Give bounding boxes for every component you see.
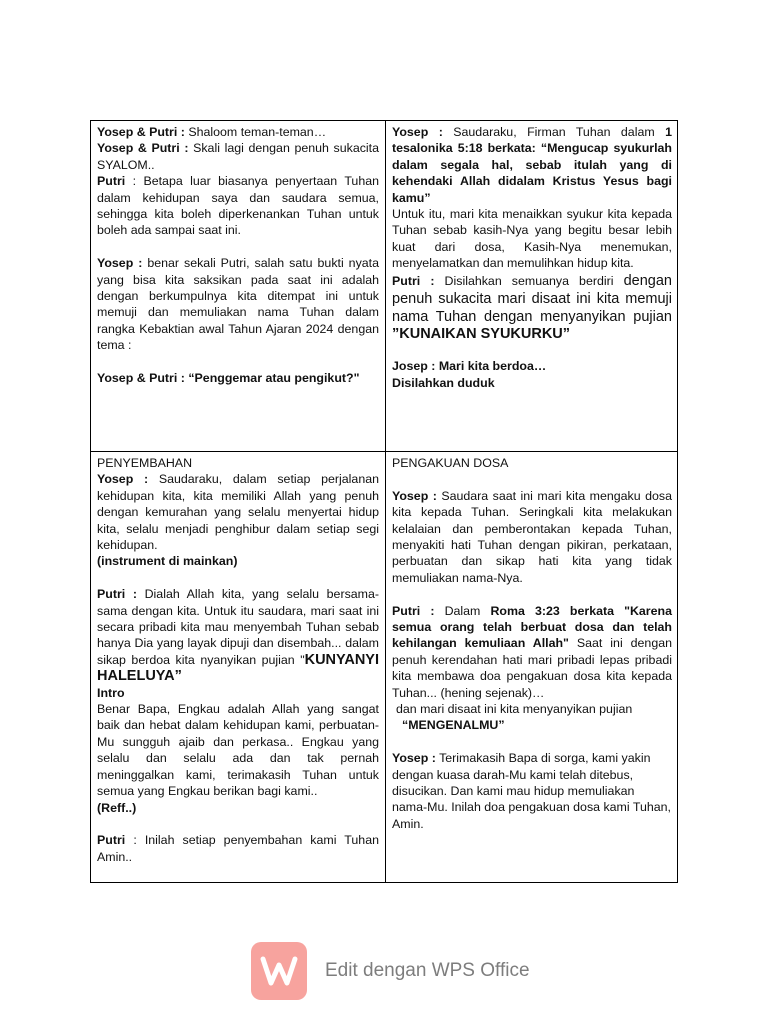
- speaker-label: Putri :: [392, 273, 435, 288]
- cell-confession: [385, 451, 678, 882]
- dialogue-text: Shaloom teman-teman…: [188, 125, 327, 139]
- paragraph: [97, 586, 379, 684]
- stage-direction: (Reff..): [97, 800, 137, 815]
- dialogue-text: Terimakasih Bapa di sorga, kami yakin dengan kuasa darah-Mu kami telah ditebus, disucikan. Dan kami mau hidup memuliakan nama-Mu. Inilah doa pengakuan dosa kami Tuhan, Amin.: [392, 751, 671, 831]
- paragraph: [392, 750, 672, 832]
- speaker-label: Yosep & Putri :: [97, 371, 185, 386]
- dialogue-text: Saudaraku, Firman Tuhan dalam: [453, 125, 655, 139]
- bible-verse: Roma 3:23 berkata "Karena semua orang telah berbuat dosa dan telah kehilangan kemuliaan Allah": [392, 603, 672, 651]
- section-heading: PENYEMBAHAN: [97, 456, 193, 470]
- paragraph: [392, 124, 672, 206]
- paragraph: [97, 832, 379, 865]
- paragraph: [97, 140, 379, 173]
- speaker-label: Yosep :: [97, 472, 149, 487]
- dialogue-text: : Betapa luar biasanya penyertaan Tuhan dalam kehidupan saya dan saudara semua, sehingga kita boleh diperkenankan Tuhan untuk boleh ada sampai saat ini.: [97, 174, 379, 238]
- paragraph: [97, 173, 379, 239]
- dialogue-text: Disilahkan semuanya berdiri: [444, 273, 614, 288]
- speaker-label: Putri :: [97, 587, 137, 602]
- song-title: ”KUNAIKAN SYUKURKU”: [392, 325, 571, 342]
- wps-edit-label[interactable]: Edit dengan WPS Office: [325, 960, 530, 981]
- bible-verse: 1 tesalonika 5:18 berkata: “Mengucap syukurlah dalam segala hal, sebab itulah yang di kehendaki Allah didalam Kristus Yesus bagi kamu”: [392, 125, 673, 205]
- dialogue-text: Skali lagi dengan penuh sukacita SYALOM..: [97, 141, 380, 172]
- speaker-label: Yosep & Putri :: [97, 125, 185, 139]
- dialogue-text: Dialah Allah kita, yang selalu bersama-sama dengan kita. Untuk itu saudara, mari saat ini secara pribadi kita mau menyembah Tuhan sebab hanya Dia yang layak dipuji dan disembah... dalam sikap berdoa kita nyanyikan pujian ": [97, 587, 379, 667]
- stage-direction: (instrument di mainkan): [97, 554, 238, 569]
- prayer-line: Josep : Mari kita berdoa…: [392, 359, 547, 374]
- cell-opening: [91, 121, 385, 451]
- wps-edit-banner[interactable]: [251, 942, 530, 1000]
- cell-worship: [91, 451, 385, 882]
- paragraph: [97, 255, 379, 353]
- song-title: “MENGENALMU”: [402, 718, 505, 733]
- song-title: KUNYANYI HALELUYA”: [97, 651, 379, 685]
- speaker-label: Yosep :: [392, 751, 436, 766]
- stage-direction: Intro: [97, 685, 125, 700]
- speaker-label: Yosep :: [392, 488, 437, 503]
- cell-thanksgiving: [385, 121, 678, 451]
- dialogue-text: benar sekali Putri, salah satu bukti nyata yang bisa kita saksikan pada saat ini adalah dengan berkumpulnya kita ditempat ini untuk memuji dan memuliakan nama Tuhan dalam rangka Kebaktian awal Tahun Ajaran 2024 dengan tema :: [97, 256, 379, 353]
- wps-office-logo-icon[interactable]: [251, 942, 307, 1000]
- speaker-label: Putri :: [392, 603, 435, 618]
- paragraph: [392, 272, 672, 342]
- speaker-label: Putri: [97, 833, 126, 848]
- sit-instruction: Disilahkan duduk: [392, 375, 495, 390]
- theme-line: [97, 370, 379, 386]
- script-table: [90, 120, 678, 883]
- paragraph: [392, 603, 672, 701]
- paragraph: [392, 488, 672, 586]
- dialogue-text: Dalam: [444, 603, 481, 618]
- speaker-label: Yosep :: [392, 125, 443, 139]
- dialogue-text-large: dengan penuh sukacita mari disaat ini kita memuji nama Tuhan dengan menyanyikan pujian: [392, 272, 672, 325]
- theme-text: “Penggemar atau pengikut?": [188, 371, 360, 386]
- speaker-label: Putri: [97, 174, 126, 189]
- prayer-text: Benar Bapa, Engkau adalah Allah yang sangat baik dan hebat dalam kehidupan kami, perbuatan-Mu sungguh ajaib dan perkasa.. Engkau yang selalu dan selalu ada dan tak pernah meninggalkan kami, terimakasih Tuhan untuk semua yang Engkau berikan bagi kami..: [97, 702, 379, 799]
- paragraph: Untuk itu, mari kita menaikkan syukur kita kepada Tuhan sebab kasih-Nya yang begitu besar lebih kuat dari dosa, Kasih-Nya menemukan, menyelamatkan dan memulihkan hidup kita.: [392, 207, 672, 271]
- dialogue-text: Saat ini dengan penuh kerendahan hati mari pribadi lepas pribadi kita membawa doa pengakuan dosa kita kepada Tuhan... (hening sejenak)…: [392, 636, 672, 700]
- paragraph: [97, 124, 379, 140]
- paragraph: [97, 471, 379, 553]
- section-heading: PENGAKUAN DOSA: [392, 456, 509, 470]
- dialogue-text: Saudara saat ini mari kita mengaku dosa kita kepada Tuhan. Seringkali kita melakukan kelalaian dan pemberontakan kepada Tuhan, menyakiti hati Tuhan dengan pikiran, perkataan, perbuatan dan sikap hati kita yang tidak memuliakan nama-Nya.: [392, 488, 672, 585]
- speaker-label: Yosep :: [97, 256, 143, 271]
- speaker-label: Yosep & Putri :: [97, 141, 189, 156]
- paragraph: dan mari disaat ini kita menyanyikan pujian: [396, 702, 633, 717]
- dialogue-text: Saudaraku, dalam setiap perjalanan kehidupan kita, kita memiliki Allah yang penuh dengan kemurahan yang selalu menyertai hidup kita, selalu menjadi penghibur dalam setiap segi kehidupan.: [97, 472, 379, 553]
- dialogue-text: : Inilah setiap penyembahan kami Tuhan Amin..: [97, 833, 379, 864]
